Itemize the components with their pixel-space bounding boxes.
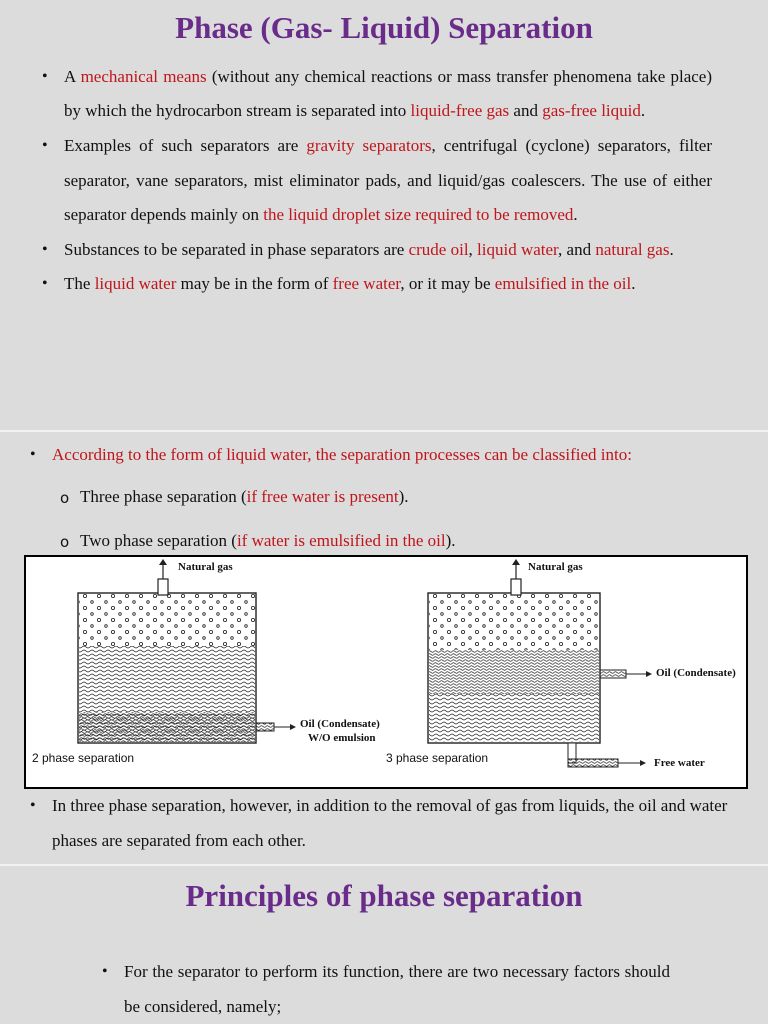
bullet-classification-intro: • According to the form of liquid water, the separation processes can be classified into: [52,442,742,468]
two-phase-caption: 2 phase separation [32,751,135,765]
right-free-water-label: Free water [654,757,705,769]
bullet-three-phase-note: • In three phase separation, however, in addition to the removal of gas from liquids, the oil and water phases are separated from each other. [52,788,742,858]
slide-title: Phase (Gas- Liquid) Separation [175,10,593,45]
sub-item-three-phase: o Three phase separation (if free water is present). [60,487,409,507]
bullet-list [124,954,670,1024]
circle-bullet-icon: o [60,489,70,507]
bullet-separator-function: • For the separator to perform its function, there are two necessary factors should be considered, namely; [124,954,670,1024]
sub-item-two-phase: o Two phase separation (if water is emulsified in the oil). [60,531,456,551]
three-phase-caption: 3 phase separation [386,751,489,765]
bullet-substances: • Substances to be separated in phase separators are crude oil, liquid water, and natural gas. [64,233,712,268]
separator-diagram [24,555,748,789]
bullet-list [52,442,742,468]
two-phase-vessel [78,559,296,743]
slide-title: Principles of phase separation [185,878,583,913]
left-oil-label: Oil (Condensate) [300,718,380,730]
right-natural-gas-label: Natural gas [528,561,583,573]
bullet-list [64,60,712,302]
three-phase-vessel [428,559,652,767]
slide-principles [0,866,768,1024]
slide-classification [0,432,768,864]
bullet-liquid-water: • The liquid water may be in the form of free water, or it may be emulsified in the oil. [64,267,712,302]
right-oil-label: Oil (Condensate) [656,667,736,679]
bullet-examples: • Examples of such separators are gravity separators, centrifugal (cyclone) separators, filter separator, vane separators, mist eliminator pads, and liquid/gas coalescers. The use of either separator depends mainly on the liquid droplet size required to be removed. [64,129,712,233]
slide-phase-separation [0,0,768,430]
bullet-list [52,788,742,858]
left-emulsion-label: W/O emulsion [308,732,376,744]
circle-bullet-icon: o [60,533,70,551]
bullet-mechanical-means: • A mechanical means (without any chemical reactions or mass transfer phenomena take place) by which the hydrocarbon stream is separated into liquid-free gas and gas-free liquid. [64,60,712,128]
left-natural-gas-label: Natural gas [178,561,233,573]
